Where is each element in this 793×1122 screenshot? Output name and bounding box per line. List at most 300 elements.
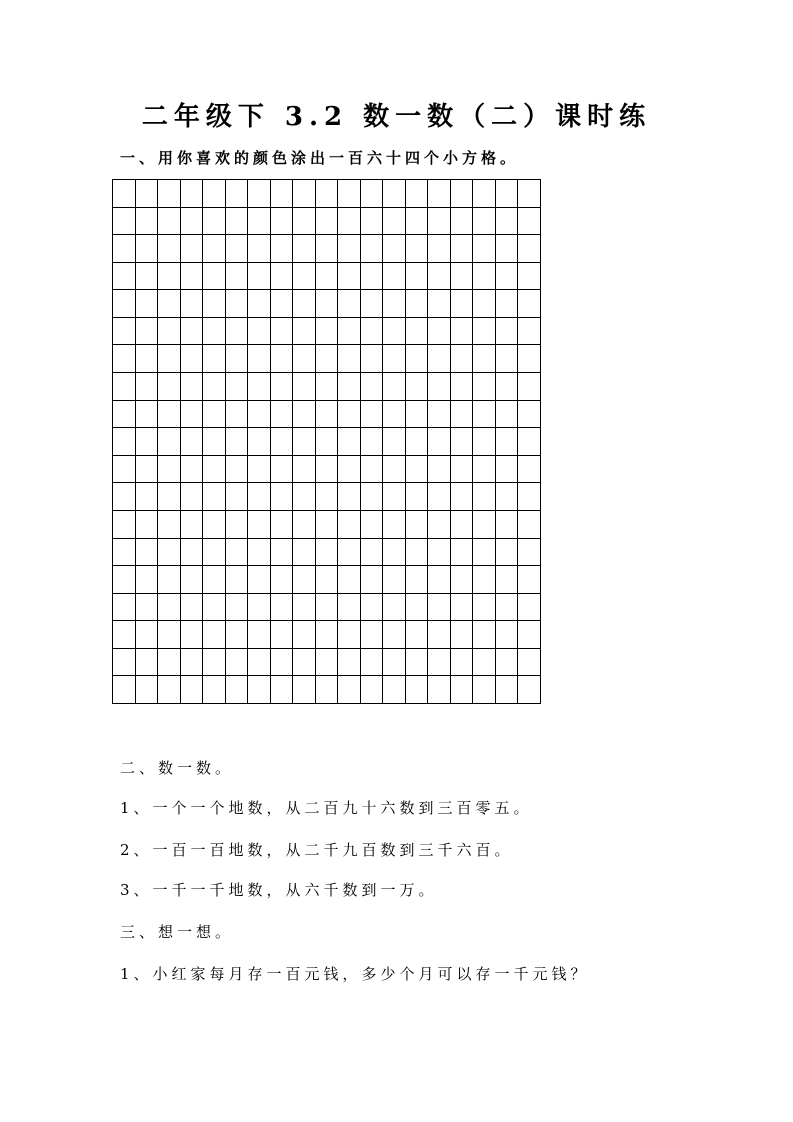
grid-cell[interactable] [248, 262, 271, 290]
grid-cell[interactable] [113, 207, 136, 235]
grid-cell[interactable] [225, 262, 248, 290]
grid-cell[interactable] [495, 180, 518, 208]
grid-cell[interactable] [293, 180, 316, 208]
grid-cell[interactable] [248, 593, 271, 621]
grid-cell[interactable] [135, 593, 158, 621]
grid-cell[interactable] [428, 483, 451, 511]
grid-cell[interactable] [383, 676, 406, 704]
grid-cell[interactable] [270, 566, 293, 594]
grid-cell[interactable] [293, 235, 316, 263]
grid-cell[interactable] [473, 538, 496, 566]
grid-cell[interactable] [270, 538, 293, 566]
grid-cell[interactable] [113, 621, 136, 649]
grid-cell[interactable] [383, 345, 406, 373]
grid-cell[interactable] [315, 593, 338, 621]
grid-cell[interactable] [113, 510, 136, 538]
grid-cell[interactable] [495, 317, 518, 345]
grid-cell[interactable] [113, 676, 136, 704]
grid-cell[interactable] [338, 483, 361, 511]
grid-cell[interactable] [405, 483, 428, 511]
grid-cell[interactable] [495, 676, 518, 704]
grid-cell[interactable] [225, 676, 248, 704]
grid-cell[interactable] [225, 621, 248, 649]
grid-cell[interactable] [495, 621, 518, 649]
grid-cell[interactable] [428, 235, 451, 263]
grid-cell[interactable] [293, 593, 316, 621]
grid-cell[interactable] [315, 207, 338, 235]
grid-cell[interactable] [270, 317, 293, 345]
grid-cell[interactable] [473, 180, 496, 208]
grid-cell[interactable] [270, 621, 293, 649]
grid-cell[interactable] [293, 373, 316, 401]
grid-cell[interactable] [225, 235, 248, 263]
grid-cell[interactable] [203, 455, 226, 483]
grid-cell[interactable] [270, 207, 293, 235]
grid-cell[interactable] [225, 207, 248, 235]
grid-cell[interactable] [203, 593, 226, 621]
grid-cell[interactable] [518, 648, 541, 676]
grid-cell[interactable] [518, 428, 541, 456]
grid-cell[interactable] [248, 373, 271, 401]
grid-cell[interactable] [293, 262, 316, 290]
grid-cell[interactable] [383, 207, 406, 235]
grid-cell[interactable] [203, 428, 226, 456]
grid-cell[interactable] [203, 483, 226, 511]
grid-cell[interactable] [405, 317, 428, 345]
grid-cell[interactable] [248, 538, 271, 566]
grid-cell[interactable] [383, 290, 406, 318]
grid-cell[interactable] [270, 428, 293, 456]
grid-cell[interactable] [383, 317, 406, 345]
grid-cell[interactable] [135, 538, 158, 566]
grid-cell[interactable] [360, 566, 383, 594]
grid-cell[interactable] [518, 593, 541, 621]
grid-cell[interactable] [338, 593, 361, 621]
grid-cell[interactable] [338, 676, 361, 704]
grid-cell[interactable] [158, 180, 181, 208]
grid-cell[interactable] [518, 510, 541, 538]
grid-cell[interactable] [383, 566, 406, 594]
grid-cell[interactable] [495, 566, 518, 594]
grid-cell[interactable] [158, 566, 181, 594]
grid-cell[interactable] [473, 428, 496, 456]
grid-cell[interactable] [180, 235, 203, 263]
grid-cell[interactable] [270, 455, 293, 483]
grid-cell[interactable] [270, 262, 293, 290]
grid-cell[interactable] [135, 510, 158, 538]
grid-cell[interactable] [248, 180, 271, 208]
grid-cell[interactable] [405, 566, 428, 594]
grid-cell[interactable] [495, 400, 518, 428]
grid-cell[interactable] [428, 373, 451, 401]
coloring-grid[interactable] [112, 179, 541, 704]
grid-cell[interactable] [225, 400, 248, 428]
grid-cell[interactable] [293, 207, 316, 235]
grid-cell[interactable] [270, 510, 293, 538]
grid-cell[interactable] [135, 483, 158, 511]
grid-cell[interactable] [405, 648, 428, 676]
grid-cell[interactable] [473, 345, 496, 373]
grid-cell[interactable] [428, 621, 451, 649]
grid-cell[interactable] [135, 648, 158, 676]
grid-cell[interactable] [248, 207, 271, 235]
grid-cell[interactable] [473, 262, 496, 290]
grid-cell[interactable] [293, 455, 316, 483]
grid-cell[interactable] [405, 510, 428, 538]
grid-cell[interactable] [360, 510, 383, 538]
grid-cell[interactable] [315, 676, 338, 704]
grid-cell[interactable] [135, 235, 158, 263]
grid-cell[interactable] [158, 648, 181, 676]
grid-cell[interactable] [428, 538, 451, 566]
grid-cell[interactable] [248, 676, 271, 704]
grid-cell[interactable] [450, 538, 473, 566]
grid-cell[interactable] [315, 538, 338, 566]
grid-cell[interactable] [473, 676, 496, 704]
grid-cell[interactable] [428, 648, 451, 676]
grid-cell[interactable] [473, 317, 496, 345]
grid-cell[interactable] [495, 235, 518, 263]
grid-cell[interactable] [113, 262, 136, 290]
grid-cell[interactable] [338, 566, 361, 594]
grid-cell[interactable] [473, 207, 496, 235]
grid-cell[interactable] [135, 207, 158, 235]
grid-cell[interactable] [135, 455, 158, 483]
grid-cell[interactable] [360, 648, 383, 676]
grid-cell[interactable] [383, 483, 406, 511]
grid-cell[interactable] [293, 510, 316, 538]
grid-cell[interactable] [270, 400, 293, 428]
grid-cell[interactable] [383, 593, 406, 621]
grid-cell[interactable] [203, 621, 226, 649]
grid-cell[interactable] [495, 262, 518, 290]
grid-cell[interactable] [270, 235, 293, 263]
grid-cell[interactable] [450, 483, 473, 511]
grid-cell[interactable] [360, 455, 383, 483]
grid-cell[interactable] [360, 207, 383, 235]
grid-cell[interactable] [473, 566, 496, 594]
grid-cell[interactable] [495, 373, 518, 401]
grid-cell[interactable] [158, 235, 181, 263]
grid-cell[interactable] [203, 538, 226, 566]
grid-cell[interactable] [158, 207, 181, 235]
grid-cell[interactable] [473, 235, 496, 263]
grid-cell[interactable] [383, 538, 406, 566]
grid-cell[interactable] [203, 676, 226, 704]
grid-cell[interactable] [518, 317, 541, 345]
grid-cell[interactable] [338, 207, 361, 235]
grid-cell[interactable] [360, 235, 383, 263]
grid-cell[interactable] [473, 648, 496, 676]
grid-cell[interactable] [315, 317, 338, 345]
grid-cell[interactable] [518, 455, 541, 483]
grid-cell[interactable] [158, 373, 181, 401]
grid-cell[interactable] [495, 510, 518, 538]
grid-cell[interactable] [518, 235, 541, 263]
grid-cell[interactable] [203, 345, 226, 373]
grid-cell[interactable] [518, 566, 541, 594]
grid-cell[interactable] [473, 483, 496, 511]
grid-cell[interactable] [113, 235, 136, 263]
grid-cell[interactable] [495, 455, 518, 483]
grid-cell[interactable] [293, 483, 316, 511]
grid-cell[interactable] [315, 373, 338, 401]
grid-cell[interactable] [338, 455, 361, 483]
grid-cell[interactable] [135, 180, 158, 208]
grid-cell[interactable] [158, 400, 181, 428]
grid-cell[interactable] [428, 400, 451, 428]
grid-cell[interactable] [113, 317, 136, 345]
grid-cell[interactable] [180, 538, 203, 566]
grid-cell[interactable] [495, 207, 518, 235]
grid-cell[interactable] [203, 290, 226, 318]
grid-cell[interactable] [180, 428, 203, 456]
grid-cell[interactable] [225, 483, 248, 511]
grid-cell[interactable] [405, 290, 428, 318]
grid-cell[interactable] [248, 428, 271, 456]
grid-cell[interactable] [180, 455, 203, 483]
grid-cell[interactable] [225, 345, 248, 373]
grid-cell[interactable] [383, 428, 406, 456]
grid-cell[interactable] [158, 290, 181, 318]
grid-cell[interactable] [428, 510, 451, 538]
grid-cell[interactable] [315, 400, 338, 428]
grid-cell[interactable] [270, 373, 293, 401]
grid-cell[interactable] [135, 317, 158, 345]
grid-cell[interactable] [518, 262, 541, 290]
grid-cell[interactable] [360, 345, 383, 373]
grid-cell[interactable] [203, 648, 226, 676]
grid-cell[interactable] [450, 566, 473, 594]
grid-cell[interactable] [360, 538, 383, 566]
grid-cell[interactable] [270, 180, 293, 208]
grid-cell[interactable] [248, 400, 271, 428]
grid-cell[interactable] [293, 317, 316, 345]
grid-cell[interactable] [473, 455, 496, 483]
grid-cell[interactable] [113, 373, 136, 401]
grid-cell[interactable] [315, 621, 338, 649]
grid-cell[interactable] [135, 676, 158, 704]
grid-cell[interactable] [450, 510, 473, 538]
grid-cell[interactable] [518, 290, 541, 318]
grid-cell[interactable] [180, 345, 203, 373]
grid-cell[interactable] [225, 593, 248, 621]
grid-cell[interactable] [450, 593, 473, 621]
grid-cell[interactable] [338, 180, 361, 208]
grid-cell[interactable] [248, 455, 271, 483]
grid-cell[interactable] [383, 235, 406, 263]
grid-cell[interactable] [315, 483, 338, 511]
grid-cell[interactable] [405, 676, 428, 704]
grid-cell[interactable] [518, 676, 541, 704]
grid-cell[interactable] [405, 621, 428, 649]
grid-cell[interactable] [225, 290, 248, 318]
grid-cell[interactable] [180, 317, 203, 345]
grid-cell[interactable] [315, 648, 338, 676]
grid-cell[interactable] [203, 373, 226, 401]
grid-cell[interactable] [338, 538, 361, 566]
grid-cell[interactable] [315, 290, 338, 318]
grid-cell[interactable] [293, 428, 316, 456]
grid-cell[interactable] [113, 400, 136, 428]
grid-cell[interactable] [135, 400, 158, 428]
grid-cell[interactable] [225, 373, 248, 401]
grid-cell[interactable] [428, 317, 451, 345]
grid-cell[interactable] [450, 345, 473, 373]
grid-cell[interactable] [180, 207, 203, 235]
grid-cell[interactable] [360, 483, 383, 511]
grid-cell[interactable] [113, 345, 136, 373]
grid-cell[interactable] [203, 235, 226, 263]
grid-cell[interactable] [158, 262, 181, 290]
grid-cell[interactable] [270, 593, 293, 621]
grid-cell[interactable] [158, 510, 181, 538]
grid-cell[interactable] [135, 621, 158, 649]
grid-cell[interactable] [428, 428, 451, 456]
grid-cell[interactable] [225, 538, 248, 566]
grid-cell[interactable] [518, 483, 541, 511]
grid-cell[interactable] [293, 566, 316, 594]
grid-cell[interactable] [180, 621, 203, 649]
grid-cell[interactable] [293, 538, 316, 566]
grid-cell[interactable] [518, 180, 541, 208]
grid-cell[interactable] [158, 428, 181, 456]
grid-cell[interactable] [135, 290, 158, 318]
grid-cell[interactable] [360, 373, 383, 401]
grid-cell[interactable] [203, 207, 226, 235]
grid-cell[interactable] [495, 593, 518, 621]
grid-cell[interactable] [315, 428, 338, 456]
grid-cell[interactable] [225, 180, 248, 208]
grid-cell[interactable] [450, 180, 473, 208]
grid-cell[interactable] [338, 262, 361, 290]
grid-cell[interactable] [315, 262, 338, 290]
grid-cell[interactable] [518, 621, 541, 649]
grid-cell[interactable] [293, 290, 316, 318]
grid-cell[interactable] [158, 676, 181, 704]
grid-cell[interactable] [248, 345, 271, 373]
grid-cell[interactable] [383, 400, 406, 428]
grid-cell[interactable] [450, 400, 473, 428]
grid-cell[interactable] [180, 566, 203, 594]
grid-cell[interactable] [405, 207, 428, 235]
grid-cell[interactable] [360, 593, 383, 621]
grid-cell[interactable] [293, 648, 316, 676]
grid-cell[interactable] [113, 648, 136, 676]
grid-cell[interactable] [180, 510, 203, 538]
grid-cell[interactable] [293, 345, 316, 373]
grid-cell[interactable] [225, 566, 248, 594]
grid-cell[interactable] [473, 400, 496, 428]
grid-cell[interactable] [360, 180, 383, 208]
grid-cell[interactable] [225, 317, 248, 345]
grid-cell[interactable] [180, 373, 203, 401]
grid-cell[interactable] [113, 455, 136, 483]
grid-cell[interactable] [270, 483, 293, 511]
grid-cell[interactable] [428, 290, 451, 318]
grid-cell[interactable] [405, 180, 428, 208]
grid-cell[interactable] [180, 648, 203, 676]
grid-cell[interactable] [293, 400, 316, 428]
grid-cell[interactable] [248, 621, 271, 649]
grid-cell[interactable] [450, 235, 473, 263]
grid-cell[interactable] [405, 428, 428, 456]
grid-cell[interactable] [428, 593, 451, 621]
grid-cell[interactable] [180, 262, 203, 290]
grid-cell[interactable] [360, 676, 383, 704]
grid-cell[interactable] [405, 262, 428, 290]
grid-cell[interactable] [450, 621, 473, 649]
grid-cell[interactable] [293, 676, 316, 704]
grid-cell[interactable] [113, 180, 136, 208]
grid-cell[interactable] [315, 235, 338, 263]
grid-cell[interactable] [518, 345, 541, 373]
grid-cell[interactable] [473, 290, 496, 318]
grid-cell[interactable] [113, 290, 136, 318]
grid-cell[interactable] [518, 538, 541, 566]
grid-cell[interactable] [495, 428, 518, 456]
grid-cell[interactable] [248, 317, 271, 345]
grid-cell[interactable] [113, 538, 136, 566]
grid-cell[interactable] [450, 290, 473, 318]
grid-cell[interactable] [383, 648, 406, 676]
grid-cell[interactable] [180, 483, 203, 511]
grid-cell[interactable] [338, 235, 361, 263]
grid-cell[interactable] [135, 428, 158, 456]
grid-cell[interactable] [338, 345, 361, 373]
grid-cell[interactable] [473, 510, 496, 538]
grid-cell[interactable] [428, 455, 451, 483]
grid-cell[interactable] [405, 538, 428, 566]
grid-cell[interactable] [135, 566, 158, 594]
grid-cell[interactable] [248, 648, 271, 676]
grid-cell[interactable] [158, 538, 181, 566]
grid-cell[interactable] [360, 290, 383, 318]
grid-cell[interactable] [360, 262, 383, 290]
grid-cell[interactable] [315, 455, 338, 483]
grid-cell[interactable] [450, 676, 473, 704]
grid-cell[interactable] [360, 400, 383, 428]
grid-cell[interactable] [518, 400, 541, 428]
grid-cell[interactable] [383, 373, 406, 401]
grid-cell[interactable] [293, 621, 316, 649]
grid-cell[interactable] [113, 593, 136, 621]
grid-cell[interactable] [158, 621, 181, 649]
grid-cell[interactable] [495, 345, 518, 373]
grid-cell[interactable] [405, 235, 428, 263]
grid-cell[interactable] [135, 262, 158, 290]
grid-cell[interactable] [158, 345, 181, 373]
grid-cell[interactable] [203, 566, 226, 594]
grid-cell[interactable] [518, 207, 541, 235]
grid-cell[interactable] [180, 180, 203, 208]
grid-cell[interactable] [338, 648, 361, 676]
grid-cell[interactable] [113, 483, 136, 511]
grid-cell[interactable] [428, 207, 451, 235]
grid-cell[interactable] [315, 345, 338, 373]
grid-cell[interactable] [473, 593, 496, 621]
grid-cell[interactable] [203, 317, 226, 345]
grid-cell[interactable] [203, 262, 226, 290]
grid-cell[interactable] [338, 510, 361, 538]
grid-cell[interactable] [428, 676, 451, 704]
grid-cell[interactable] [113, 428, 136, 456]
grid-cell[interactable] [135, 345, 158, 373]
grid-cell[interactable] [428, 180, 451, 208]
grid-cell[interactable] [225, 648, 248, 676]
grid-cell[interactable] [360, 621, 383, 649]
grid-cell[interactable] [158, 317, 181, 345]
